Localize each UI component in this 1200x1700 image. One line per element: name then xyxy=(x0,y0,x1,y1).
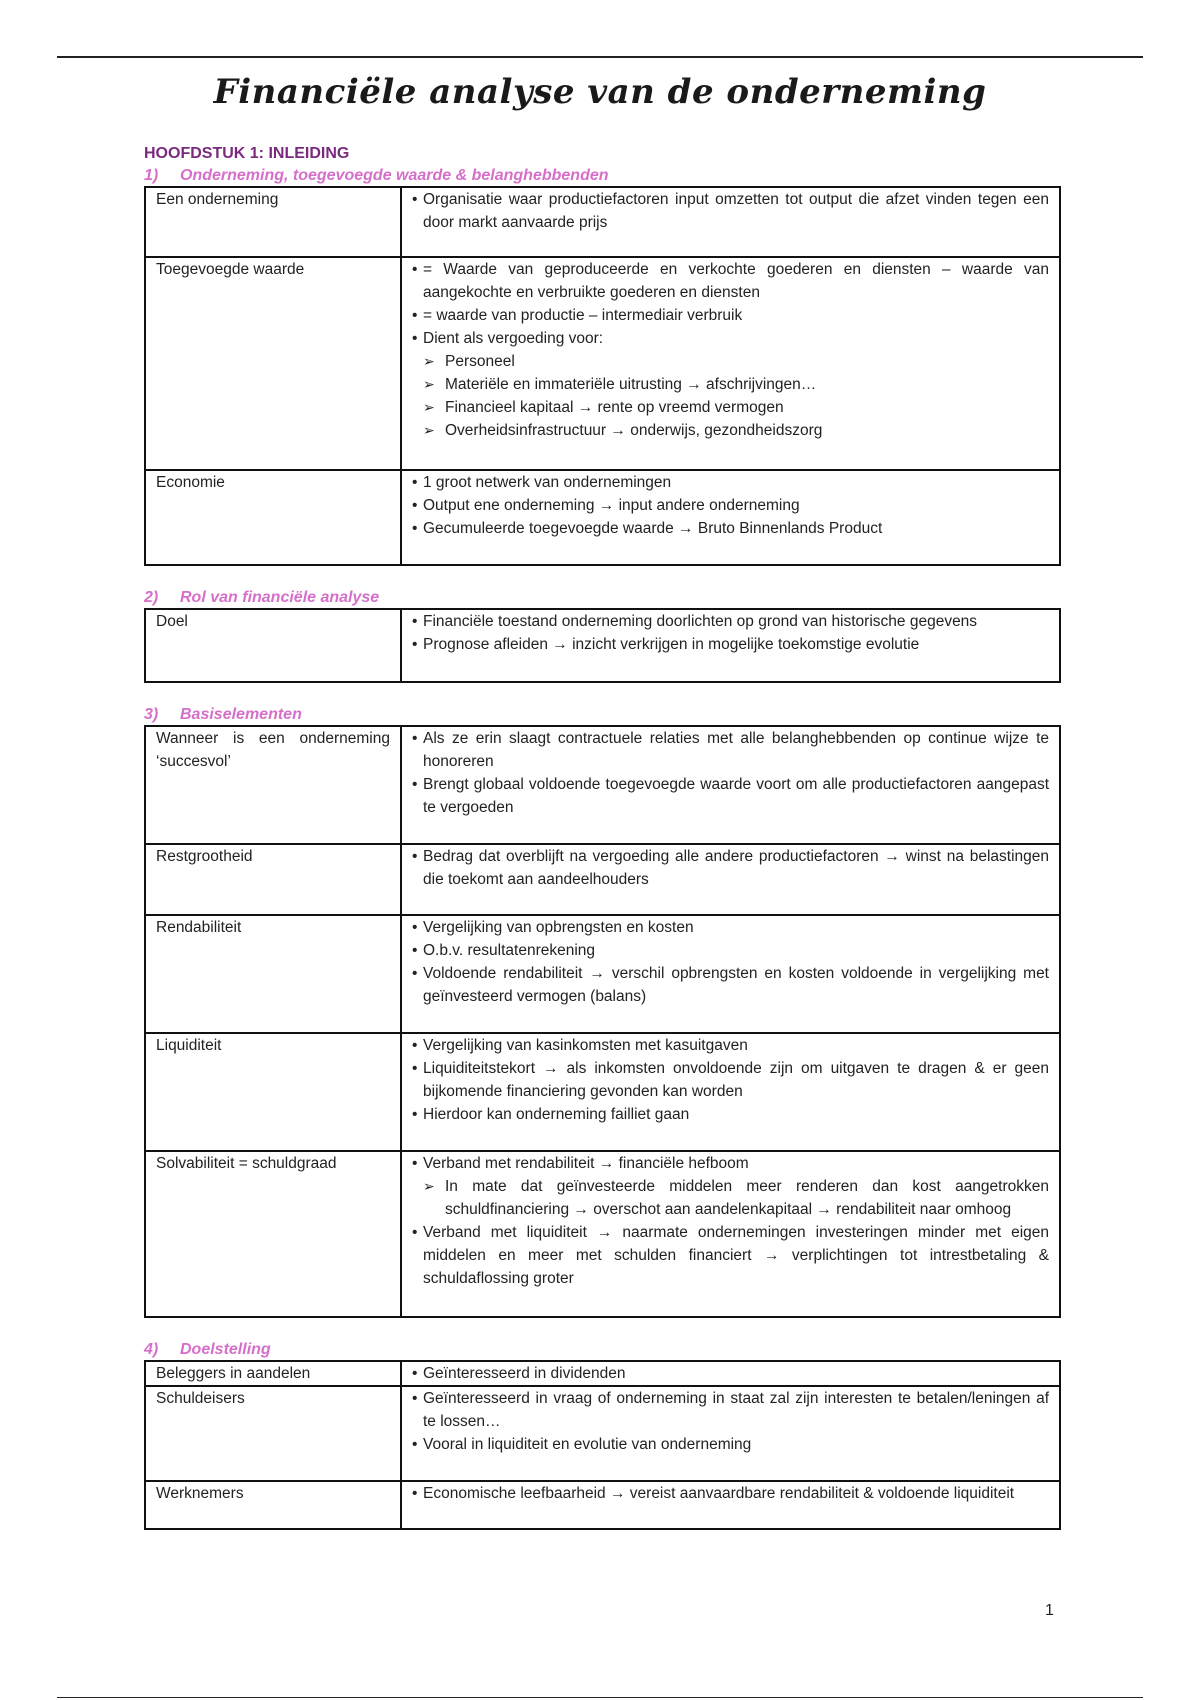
definition-cell xyxy=(401,470,1060,565)
list-item: • Vergelijking van opbrengsten en kosten xyxy=(412,916,1049,939)
table-row xyxy=(145,470,1060,565)
list-item: • Organisatie waar productiefactoren input omzetten tot output die afzet vinden tegen een door markt aanvaarde prijs xyxy=(412,188,1049,234)
section-number: 2) xyxy=(144,589,159,606)
table-row xyxy=(145,844,1060,915)
table-row xyxy=(145,1151,1060,1317)
definition-cell xyxy=(401,1151,1060,1317)
page-number: 1 xyxy=(1045,1602,1054,1619)
term-cell: Schuldeisers xyxy=(145,1386,401,1481)
list-item: • Output ene onderneming → input andere onderneming xyxy=(412,494,1049,517)
definition-cell xyxy=(401,1481,1060,1529)
section-number: 3) xyxy=(144,706,159,723)
list-item: • 1 groot netwerk van ondernemingen xyxy=(412,471,1049,494)
definition-table xyxy=(144,725,1061,1318)
list-item: • Economische leefbaarheid → vereist aanvaardbare rendabiliteit & voldoende liquiditeit xyxy=(412,1482,1049,1505)
term-cell: Rendabiliteit xyxy=(145,915,401,1033)
list-item: • Voldoende rendabiliteit → verschil opbrengsten en kosten voldoende in vergelijking met geïnvesteerd vermogen (balans) xyxy=(412,962,1049,1008)
definition-cell xyxy=(401,1033,1060,1151)
term-cell: Doel xyxy=(145,609,401,682)
definition-table xyxy=(144,1360,1061,1530)
section-title: Doelstelling xyxy=(180,1341,271,1358)
chapter-heading: HOOFDSTUK 1: INLEIDING xyxy=(144,145,350,162)
term-cell: Economie xyxy=(145,470,401,565)
list-item: • Vergelijking van kasinkomsten met kasuitgaven xyxy=(412,1034,1049,1057)
term-cell: Restgrootheid xyxy=(145,844,401,915)
term-cell: Solvabiliteit = schuldgraad xyxy=(145,1151,401,1317)
sub-list-item: ➢ Financieel kapitaal → rente op vreemd vermogen xyxy=(412,396,1049,419)
list-item: • Prognose afleiden → inzicht verkrijgen in mogelijke toekomstige evolutie xyxy=(412,633,1049,656)
term-cell: Beleggers in aandelen xyxy=(145,1361,401,1386)
definition-cell xyxy=(401,844,1060,915)
section-title: Basiselementen xyxy=(180,706,302,723)
list-item: • Geïnteresseerd in vraag of onderneming in staat zal zijn interesten te betalen/leningen af te lossen… xyxy=(412,1387,1049,1433)
sub-list-item: ➢ Personeel xyxy=(412,350,1049,373)
document-title: Financiële analyse van de onderneming xyxy=(213,72,987,112)
list-item: • Dient als vergoeding voor: xyxy=(412,327,1049,350)
list-item: • Financiële toestand onderneming doorlichten op grond van historische gegevens xyxy=(412,610,1049,633)
sub-list-item: ➢ Materiële en immateriële uitrusting → afschrijvingen… xyxy=(412,373,1049,396)
list-item: • Als ze erin slaagt contractuele relaties met alle belanghebbenden op continue wijze te honoreren xyxy=(412,727,1049,773)
document-body xyxy=(144,144,1061,1530)
definition-cell xyxy=(401,1386,1060,1481)
list-item: • Bedrag dat overblijft na vergoeding alle andere productiefactoren → winst na belastingen die toekomt aan aandeelhouders xyxy=(412,845,1049,891)
table-row xyxy=(145,1386,1060,1481)
table-row xyxy=(145,915,1060,1033)
table-row xyxy=(145,1361,1060,1386)
definition-cell xyxy=(401,915,1060,1033)
table-row xyxy=(145,1033,1060,1151)
table-row xyxy=(145,726,1060,844)
definition-table xyxy=(144,186,1061,566)
table-row xyxy=(145,187,1060,257)
definition-cell xyxy=(401,257,1060,470)
list-item: • Brengt globaal voldoende toegevoegde waarde voort om alle productiefactoren aangepast te vergoeden xyxy=(412,773,1049,819)
list-item: • Gecumuleerde toegevoegde waarde → Bruto Binnenlands Product xyxy=(412,517,1049,540)
table-row xyxy=(145,257,1060,470)
section-heading xyxy=(144,1340,1061,1360)
table-row xyxy=(145,1481,1060,1529)
list-item: • Verband met rendabiliteit → financiële hefboom xyxy=(412,1152,1049,1175)
term-cell: Werknemers xyxy=(145,1481,401,1529)
list-item: • O.b.v. resultatenrekening xyxy=(412,939,1049,962)
term-cell: Liquiditeit xyxy=(145,1033,401,1151)
sub-list-item: ➢ In mate dat geïnvesteerde middelen meer renderen dan kost aangetrokken schuldfinanciering → overschot aan aandelenkapitaal → rendabiliteit naar omhoog xyxy=(412,1175,1049,1221)
section-number: 4) xyxy=(144,1341,159,1358)
term-cell: Toegevoegde waarde xyxy=(145,257,401,470)
list-item: • = waarde van productie – intermediair verbruik xyxy=(412,304,1049,327)
definition-cell xyxy=(401,726,1060,844)
definition-cell xyxy=(401,187,1060,257)
section-heading xyxy=(144,705,1061,725)
definition-cell xyxy=(401,609,1060,682)
section-heading xyxy=(144,166,1061,186)
term-cell: Een onderneming xyxy=(145,187,401,257)
term-cell: Wanneer is een onderneming ‘succesvol’ xyxy=(145,726,401,844)
list-item: • Geïnteresseerd in dividenden xyxy=(412,1362,1049,1385)
section-number: 1) xyxy=(144,167,159,184)
sub-list-item: ➢ Overheidsinfrastructuur → onderwijs, gezondheidszorg xyxy=(412,419,1049,442)
top-rule xyxy=(57,56,1143,58)
section-heading xyxy=(144,588,1061,608)
section-title: Onderneming, toegevoegde waarde & belanghebbenden xyxy=(180,167,609,184)
bottom-rule xyxy=(57,1697,1143,1698)
list-item: • Hierdoor kan onderneming failliet gaan xyxy=(412,1103,1049,1126)
definition-table xyxy=(144,608,1061,683)
table-row xyxy=(145,609,1060,682)
list-item: • Vooral in liquiditeit en evolutie van onderneming xyxy=(412,1433,1049,1456)
section-title: Rol van financiële analyse xyxy=(180,589,380,606)
list-item: • Verband met liquiditeit → naarmate ondernemingen investeringen minder met eigen middelen en meer met schulden financiert → verplichtingen tot intrestbetaling & schuldaflossing groter xyxy=(412,1221,1049,1290)
list-item: • = Waarde van geproduceerde en verkochte goederen en diensten – waarde van aangekochte en verbruikte goederen en diensten xyxy=(412,258,1049,304)
definition-cell xyxy=(401,1361,1060,1386)
list-item: • Liquiditeitstekort → als inkomsten onvoldoende zijn om uitgaven te dragen & er geen bijkomende financiering gevonden kan worden xyxy=(412,1057,1049,1103)
